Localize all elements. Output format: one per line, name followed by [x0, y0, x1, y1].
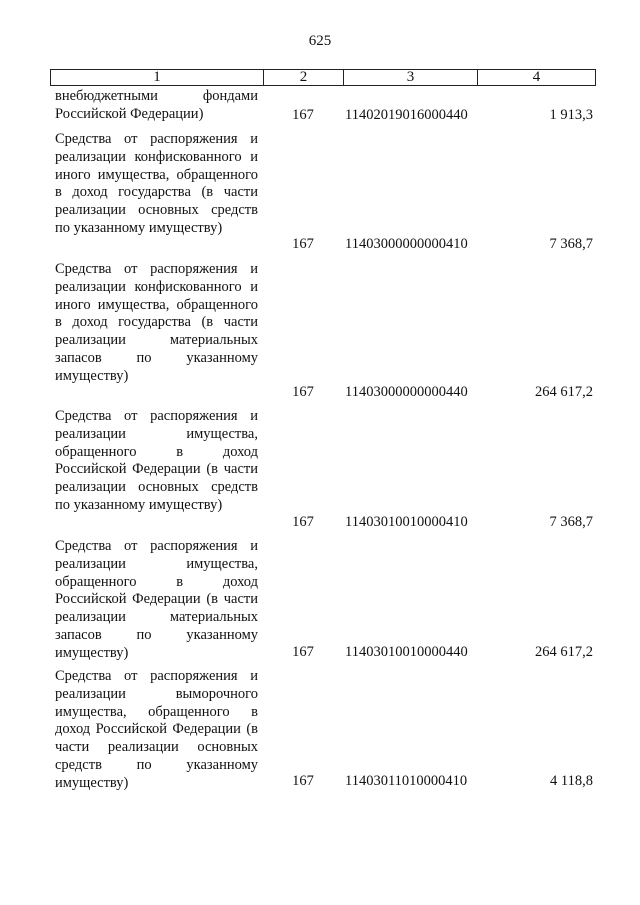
row-description: внебюджетными фондами Российской Федерации) [55, 88, 258, 122]
table-header [50, 69, 596, 86]
row-sum: 4 118,8 [550, 773, 593, 789]
row-sum: 264 617,2 [535, 644, 593, 660]
page-number: 625 [308, 33, 332, 49]
row-code: 167 [292, 514, 314, 530]
row-code: 167 [292, 644, 314, 660]
row-kbk: 11403000000000410 [345, 236, 468, 252]
row-sum: 1 913,3 [549, 107, 593, 123]
row-code: 167 [292, 107, 314, 123]
header-col-3: 3 [344, 70, 478, 85]
row-kbk: 11403011010000410 [345, 773, 468, 789]
row-code: 167 [292, 236, 314, 252]
row-description: Средства от распоряжения и реализации конфискованного и иного имущества, обращенного в доход государства (в части реализации материальных запасов по указанному имуществу) [55, 261, 258, 384]
row-sum: 7 368,7 [549, 514, 593, 530]
row-code: 167 [292, 384, 314, 400]
row-description: Средства от распоряжения и реализации конфискованного и иного имущества, обращенного в доход государства (в части реализации основных средств по указанному имуществу) [55, 131, 258, 236]
row-description: Средства от распоряжения и реализации выморочного имущества, обращенного в доход Российской Федерации (в части реализации основных средств по указанному имуществу) [55, 668, 258, 791]
row-kbk: 11403000000000440 [345, 384, 468, 400]
row-sum: 7 368,7 [549, 236, 593, 252]
row-kbk: 11402019016000440 [345, 107, 468, 123]
row-kbk: 11403010010000410 [345, 514, 468, 530]
header-col-4: 4 [532, 69, 541, 85]
row-kbk: 11403010010000440 [345, 644, 468, 660]
row-description: Средства от распоряжения и реализации имущества, обращенного в доход Российской Федерации (в части реализации основных средств по указанному имуществу) [55, 408, 258, 513]
header-col-1: 1 [51, 70, 264, 85]
row-description: Средства от распоряжения и реализации имущества, обращенного в доход Российской Федерации (в части реализации материальных запасов по указанному имуществу) [55, 538, 258, 661]
row-sum: 264 617,2 [535, 384, 593, 400]
header-col-2: 2 [264, 70, 344, 85]
row-code: 167 [292, 773, 314, 789]
